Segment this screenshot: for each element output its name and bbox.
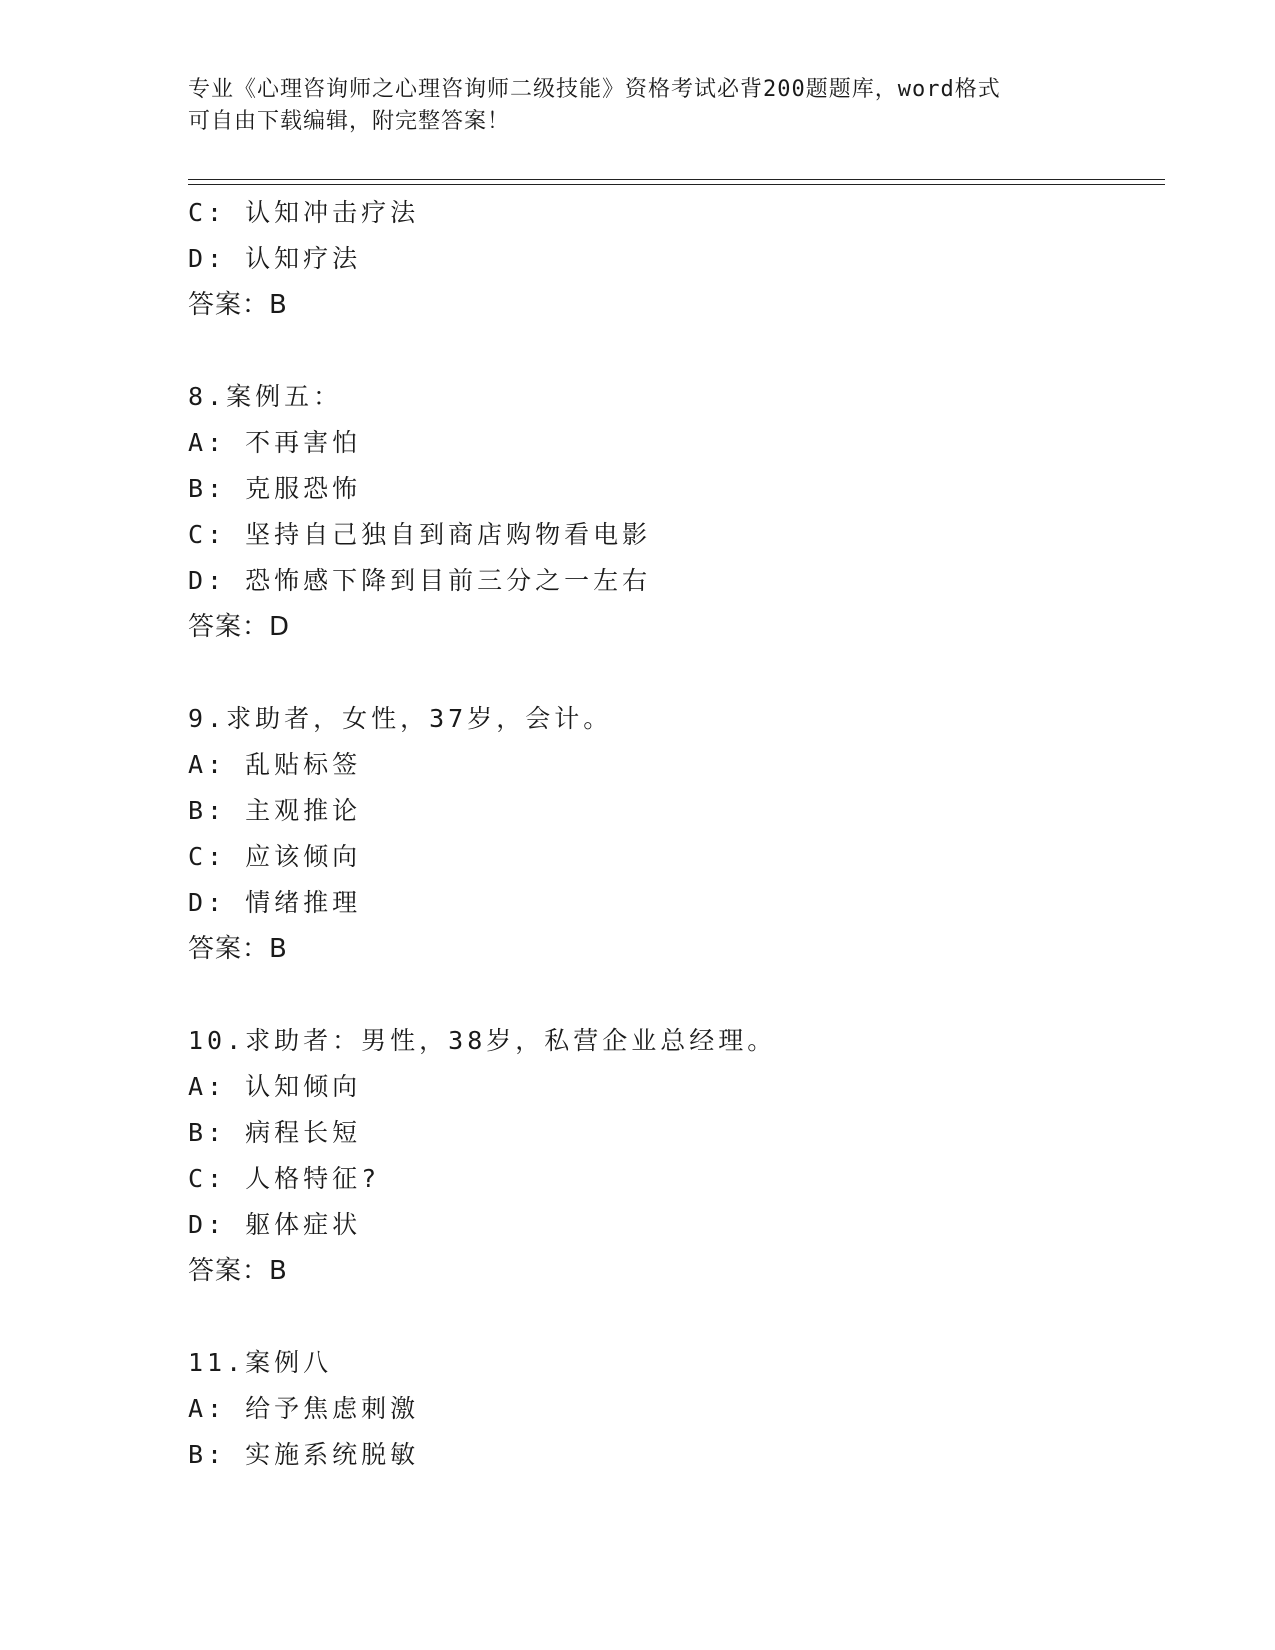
option-a: A: 不再害怕 xyxy=(188,428,362,457)
answer-line: 答案：B xyxy=(188,1256,288,1286)
option-b: B: 主观推论 xyxy=(188,796,362,825)
option-a: A: 给予焦虑刺激 xyxy=(188,1394,420,1423)
question-title: 8.案例五： xyxy=(188,382,343,411)
option-a: A: 认知倾向 xyxy=(188,1072,362,1101)
option-d: D: 恐怖感下降到目前三分之一左右 xyxy=(188,566,652,595)
answer-line: 答案：B xyxy=(188,934,288,964)
option-c: C: 认知冲击疗法 xyxy=(188,198,420,227)
question-block xyxy=(188,696,1168,972)
option-d: D: 情绪推理 xyxy=(188,888,362,917)
spacer xyxy=(188,328,1168,374)
option-c: C: 应该倾向 xyxy=(188,842,362,871)
question-title: 10.求助者：男性，38岁，私营企业总经理。 xyxy=(188,1026,777,1055)
question-title: 9.求助者，女性，37岁，会计。 xyxy=(188,704,613,733)
question-block xyxy=(188,374,1168,650)
header-line-2: 可自由下载编辑，附完整答案！ xyxy=(188,109,511,134)
option-b: B: 实施系统脱敏 xyxy=(188,1440,420,1469)
header-line-1: 专业《心理咨询师之心理咨询师二级技能》资格考试必背200题题库，word格式 xyxy=(188,77,1001,102)
question-list xyxy=(188,190,1168,1478)
header-divider-bottom xyxy=(188,184,1165,185)
question-title: 11.案例八 xyxy=(188,1348,333,1377)
spacer xyxy=(188,972,1168,1018)
question-block xyxy=(188,1018,1168,1294)
question-block xyxy=(188,190,1168,328)
option-b: B: 病程长短 xyxy=(188,1118,362,1147)
option-c: C: 坚持自己独自到商店购物看电影 xyxy=(188,520,652,549)
document-header xyxy=(188,74,1088,138)
option-d: D: 躯体症状 xyxy=(188,1210,362,1239)
option-a: A: 乱贴标签 xyxy=(188,750,362,779)
answer-line: 答案：D xyxy=(188,612,291,642)
spacer xyxy=(188,650,1168,696)
option-c: C: 人格特征? xyxy=(188,1164,381,1193)
option-b: B: 克服恐怖 xyxy=(188,474,362,503)
question-block xyxy=(188,1340,1168,1478)
answer-line: 答案：B xyxy=(188,290,288,320)
option-d: D: 认知疗法 xyxy=(188,244,362,273)
header-divider-top xyxy=(188,179,1165,180)
spacer xyxy=(188,1294,1168,1340)
